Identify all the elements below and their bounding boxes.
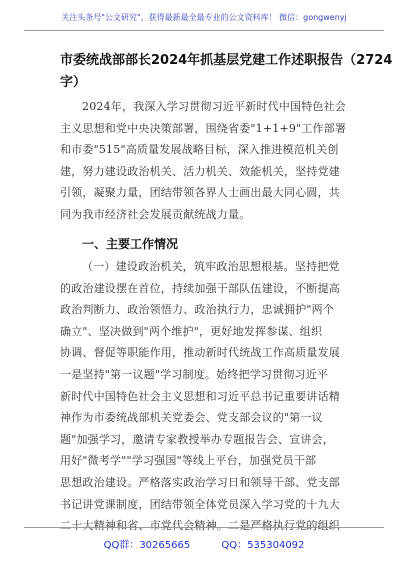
text-line: 协调、督促等职能作用，推动新时代统战工作高质量发展 <box>60 346 340 360</box>
text-line: 政治判断力、政治领悟力、政治执行力，忠诚拥护"两个 <box>60 303 335 317</box>
document-title <box>60 50 393 94</box>
text-line: 同为我市经济社会发展贡献统战力量。 <box>60 207 251 221</box>
text-line: 二十大精神和省、市党代会精神。二是严格执行党的组织 <box>60 519 340 533</box>
text-line: 思想政治建设。严格落实政治学习日和领导干部、党支部 <box>60 475 340 489</box>
text-line: 建，努力建设政治机关、活力机关、效能机关，坚持党建 <box>60 164 340 178</box>
text-line: 确立"、坚决做到"两个维护"，更好地发挥参谋、组织 <box>60 324 323 338</box>
text-line: （一）建设政治机关，筑牢政治思想根基。坚持把党 <box>82 260 340 273</box>
text-line: 书记讲党课制度，团结带领全体党员深入学习党的十九大 <box>60 497 340 511</box>
text-line: 的政治建设摆在首位，持续加强干部队伍建设，不断提高 <box>60 281 340 295</box>
footer-divider <box>24 527 384 528</box>
title-line: 字） <box>60 75 87 90</box>
text-line: 神作为市委统战部机关党委会、党支部会议的"第一议 <box>60 411 323 425</box>
title-line: 市委统战部部长2024年抓基层党建工作述职报告（2724 <box>60 53 393 68</box>
section-heading: 一、主要工作情况 <box>82 237 179 251</box>
footer <box>0 536 408 551</box>
text-line: 用好"微考学""学习强国"等线上平台，加强党员干部 <box>60 454 317 468</box>
text-line: 2024年，我深入学习贯彻习近平新时代中国特色社会 <box>82 100 346 113</box>
intro-paragraph <box>60 96 364 226</box>
text-line: 和市委"515"高质量发展战略目标，深入推进模范机关创 <box>60 143 339 157</box>
section-paragraph <box>60 256 364 537</box>
text-line: 引领，凝聚力量，团结带领各界人士画出最大同心圆，共 <box>60 186 340 200</box>
header-divider <box>24 30 384 31</box>
footer-qq-group: QQ群：30265665 <box>103 540 191 551</box>
text-line: 新时代中国特色社会主义思想和习近平总书记重要讲话精 <box>60 389 340 403</box>
header-note: 关注头条号"公文研究"，获得最新最全最专业的公文资料库！ 微信：gongwenyj <box>61 13 347 22</box>
text-line: 题"加强学习，邀请专家教授举办专题报告会、宣讲会， <box>60 432 335 446</box>
footer-qq: QQ：535304092 <box>221 540 305 551</box>
text-line: 一是坚持"第一议题"学习制度。始终把学习贯彻习近平 <box>60 367 329 381</box>
text-line: 主义思想和党中央决策部署，围绕省委"1+1+9"工作部署 <box>60 121 347 135</box>
